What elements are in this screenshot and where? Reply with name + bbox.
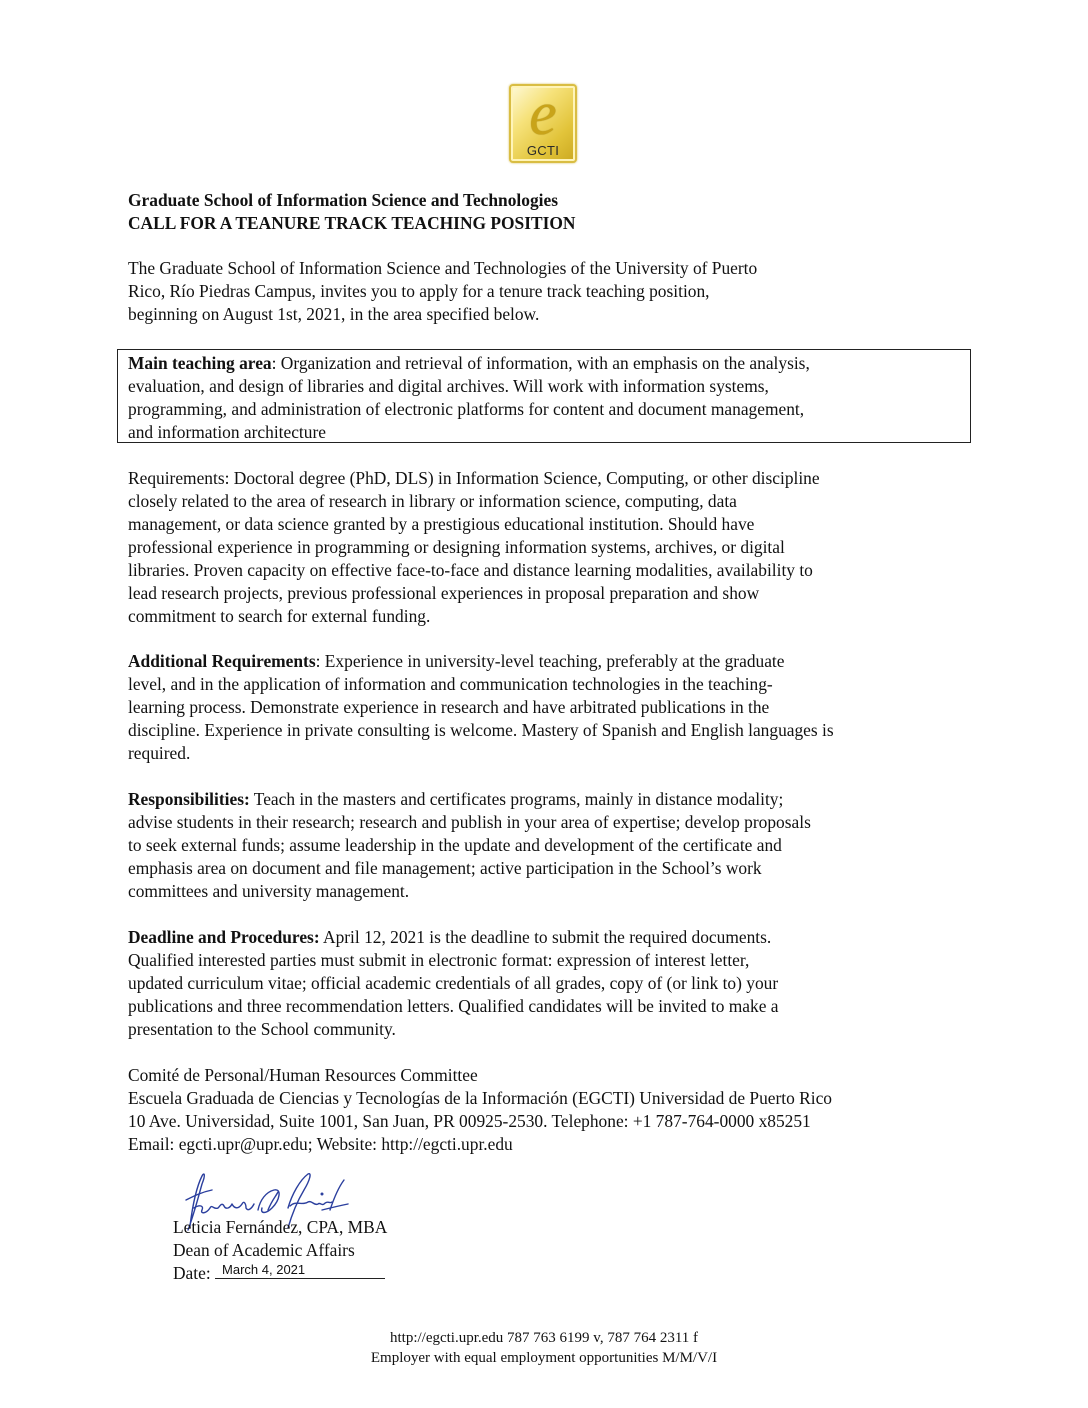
intro-line: The Graduate School of Information Science and Technologies of the University of Puerto: [128, 258, 758, 278]
main-area-label: Main teaching area: [128, 353, 272, 373]
footer-contact: http://egcti.upr.edu 787 763 6199 v, 787 764 2311 f: [389, 1330, 699, 1346]
additional-requirements-line: discipline. Experience in private consulting is welcome. Mastery of Spanish and English languages is: [128, 720, 834, 740]
logo-e-mark: e: [529, 80, 557, 148]
contact-address: 10 Ave. Universidad, Suite 1001, San Juan, PR 00925-2530. Telephone: +1 787-764-0000 x85251: [128, 1111, 811, 1131]
requirements-line: closely related to the area of research in library or information science, computing, data: [128, 491, 737, 511]
additional-requirements-line: required.: [128, 743, 191, 763]
page-footer: [0, 1328, 1088, 1368]
date-field: [215, 1264, 385, 1279]
responsibilities-line: to seek external funds; assume leadership in the update and development of the certificate and: [128, 835, 782, 855]
signer-title: Dean of Academic Affairs: [173, 1240, 355, 1260]
deadline-line: Qualified interested parties must submit in electronic format: expression of interest letter,: [128, 950, 750, 970]
additional-requirements-line: learning process. Demonstrate experience in research and have arbitrated publications in the: [128, 697, 770, 717]
contact-school: Escuela Graduada de Ciencias y Tecnologías de la Información (EGCTI) Universidad de Puerto Rico: [128, 1088, 832, 1108]
call-title: CALL FOR A TEANURE TRACK TEACHING POSITION: [128, 213, 576, 233]
deadline-line: updated curriculum vitae; official academic credentials of all grades, copy of (or link to) your: [128, 973, 779, 993]
responsibilities-paragraph: [128, 788, 811, 903]
main-area-line: evaluation, and design of libraries and digital archives. Will work with information systems,: [128, 376, 769, 396]
additional-requirements-line: level, and in the application of information and communication technologies in the teaching-: [128, 674, 773, 694]
responsibilities-line: committees and university management.: [128, 881, 410, 901]
deadline-label: Deadline and Procedures:: [128, 927, 320, 947]
intro-line: beginning on August 1st, 2021, in the area specified below.: [128, 304, 540, 324]
requirements-paragraph: [128, 467, 820, 628]
additional-requirements-paragraph: [128, 650, 834, 765]
main-teaching-area: [128, 352, 810, 444]
contact-info: [128, 1064, 832, 1156]
signature-block: [173, 1216, 387, 1285]
additional-requirements-label: Additional Requirements: [128, 651, 316, 671]
intro-paragraph: [128, 257, 757, 326]
main-area-text: : Organization and retrieval of information, with an emphasis on the analysis,: [271, 353, 810, 373]
document-header: [128, 189, 575, 235]
contact-email-website: Email: egcti.upr@upr.edu; Website: http://egcti.upr.edu: [128, 1134, 513, 1154]
signer-name: Leticia Fernández, CPA, MBA: [173, 1217, 388, 1237]
footer-equal-employment: Employer with equal employment opportunities M/M/V/I: [370, 1350, 718, 1366]
main-area-line: programming, and administration of electronic platforms for content and document management,: [128, 399, 805, 419]
intro-line: Rico, Río Piedras Campus, invites you to apply for a tenure track teaching position,: [128, 281, 710, 301]
requirements-line: management, or data science granted by a prestigious educational institution. Should have: [128, 514, 755, 534]
contact-committee: Comité de Personal/Human Resources Committee: [128, 1065, 478, 1085]
requirements-line: lead research projects, previous professional experiences in proposal preparation and show: [128, 583, 760, 603]
deadline-paragraph: [128, 926, 779, 1041]
school-name: Graduate School of Information Science and Technologies: [128, 190, 558, 210]
additional-requirements-text: : Experience in university-level teaching, preferably at the graduate: [315, 651, 785, 671]
date-label: Date:: [173, 1263, 211, 1283]
date-value: March 4, 2021: [222, 1262, 306, 1277]
requirements-line: libraries. Proven capacity on effective face-to-face and distance learning modalities, availability to: [128, 560, 813, 580]
responsibilities-label: Responsibilities:: [128, 789, 250, 809]
responsibilities-line: emphasis area on document and file management; active participation in the School’s work: [128, 858, 762, 878]
deadline-line: presentation to the School community.: [128, 1019, 396, 1039]
logo-label: GCTI: [526, 143, 560, 158]
requirements-line: Requirements: Doctoral degree (PhD, DLS) in Information Science, Computing, or other discipline: [128, 468, 820, 488]
responsibilities-text: Teach in the masters and certificates programs, mainly in distance modality;: [249, 789, 784, 809]
deadline-text: April 12, 2021 is the deadline to submit the required documents.: [319, 927, 772, 947]
egcti-logo: [509, 80, 577, 163]
responsibilities-line: advise students in their research; research and publish in your area of expertise; develop proposals: [128, 812, 811, 832]
requirements-line: commitment to search for external funding.: [128, 606, 431, 626]
requirements-line: professional experience in programming or designing information systems, archives, or digital: [128, 537, 785, 557]
main-area-line: and information architecture: [128, 422, 326, 442]
deadline-line: publications and three recommendation letters. Qualified candidates will be invited to make a: [128, 996, 779, 1016]
